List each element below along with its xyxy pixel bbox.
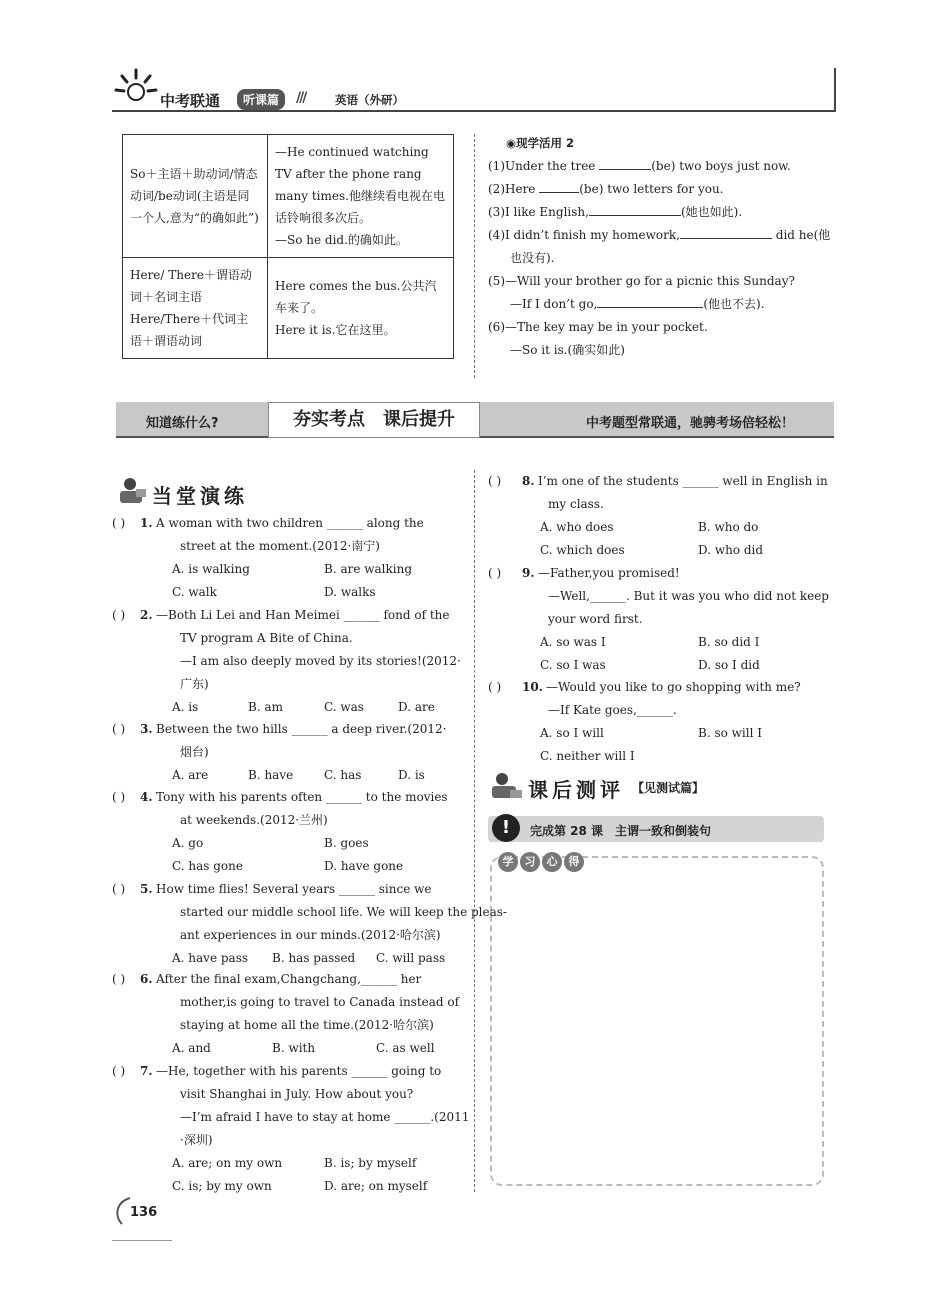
- question-number: 7.: [140, 1064, 153, 1078]
- question-number: 3.: [140, 722, 153, 736]
- practice-item: (2)Here (be) two letters for you.: [488, 182, 724, 196]
- answer-blank[interactable]: ( ): [488, 566, 502, 580]
- question-text: ant experiences in our minds.(2012·哈尔滨): [180, 928, 441, 942]
- question-number: 9.: [522, 566, 535, 580]
- answer-option[interactable]: C. so I was: [540, 658, 606, 672]
- subject-label: 英语（外研）: [335, 93, 404, 107]
- answer-option[interactable]: D. is: [398, 768, 425, 782]
- answer-option[interactable]: D. who did: [698, 543, 764, 557]
- notes-box: [490, 856, 824, 1186]
- question-number: 8.: [522, 474, 535, 488]
- question-text: 广东): [180, 677, 209, 691]
- answer-option[interactable]: A. go: [172, 836, 204, 850]
- question: [488, 470, 838, 562]
- question-text: 烟台): [180, 745, 209, 759]
- example-line: —So he did.的确如此。: [275, 233, 408, 247]
- answer-option[interactable]: D. so I did: [698, 658, 760, 672]
- answer-blank[interactable]: ( ): [112, 1064, 126, 1078]
- notice-text: 完成第 28 课 主谓一致和倒装句: [530, 824, 712, 838]
- header-decoration: ///: [296, 90, 306, 106]
- answer-option[interactable]: B. with: [272, 1041, 316, 1055]
- question: [112, 1060, 470, 1198]
- grammar-table: [122, 134, 454, 359]
- answer-option[interactable]: C. neither will I: [540, 749, 635, 763]
- page-number: 136: [130, 1205, 158, 1220]
- notice-bar: [488, 816, 824, 842]
- answer-option[interactable]: C. will pass: [376, 951, 446, 965]
- question-text: I’m one of the students ______ well in English in: [538, 474, 828, 488]
- question: [488, 676, 838, 768]
- header-divider: [112, 110, 834, 112]
- section-title-practice: 当堂演练: [152, 484, 248, 508]
- header-edge: [834, 68, 836, 112]
- answer-option[interactable]: C. as well: [376, 1041, 435, 1055]
- answer-blank[interactable]: ( ): [112, 608, 126, 622]
- student-icon: [116, 475, 148, 505]
- practice-item: (6)—The key may be in your pocket.: [488, 320, 708, 334]
- answer-option[interactable]: D. have gone: [324, 859, 404, 873]
- table-cell-rule: So＋主语＋助动词/情态动词/be动词(主语是同一个人,意为“的确如此”): [123, 135, 268, 258]
- answer-option[interactable]: A. and: [172, 1041, 211, 1055]
- practice-item: (1)Under the tree (be) two boys just now.: [488, 159, 791, 173]
- banner-left: 知道练什么?: [146, 416, 219, 431]
- question-text: mother,is going to travel to Canada instead of: [180, 995, 460, 1009]
- section-title-test: 课后测评: [528, 778, 624, 802]
- test-reference: 【见测试篇】: [632, 781, 705, 795]
- answer-blank[interactable]: ( ): [112, 516, 126, 530]
- answer-option[interactable]: B. has passed: [272, 951, 356, 965]
- question: [112, 786, 464, 878]
- answer-option[interactable]: C. has: [324, 768, 362, 782]
- question: [112, 718, 464, 787]
- section-banner: [116, 402, 834, 438]
- question-text: After the final exam,Changchang,______ her: [156, 972, 422, 986]
- answer-blank[interactable]: ( ): [112, 722, 126, 736]
- answer-option[interactable]: C. is; by my own: [172, 1179, 272, 1193]
- table-cell-rule: Here/ There＋谓语动词＋名词主语 Here/There＋代词主语＋谓语动词: [123, 258, 268, 359]
- question-text: street at the moment.(2012·南宁): [180, 539, 380, 553]
- banner-title: 夯实考点 课后提升: [268, 402, 480, 438]
- practice-item: 也没有).: [510, 251, 555, 265]
- column-divider: [474, 470, 475, 1192]
- footer-line: [112, 1240, 172, 1241]
- answer-option[interactable]: B. is; by myself: [324, 1156, 417, 1170]
- example-line: —He continued watching TV after the phone rang many times.他继续看电视在电话铃响很多次后。: [275, 145, 445, 225]
- question-text: —He, together with his parents ______ going to: [156, 1064, 442, 1078]
- practice-item: (3)I like English, (她也如此).: [488, 205, 743, 219]
- column-divider: [474, 134, 475, 378]
- example-line: Here it is.它在这里。: [275, 323, 396, 337]
- question-text: —Father,you promised!: [538, 566, 680, 580]
- answer-option[interactable]: D. are: [398, 700, 435, 714]
- table-cell-example: [268, 135, 454, 258]
- question-text: —I am also deeply moved by its stories!(2012·: [180, 654, 461, 668]
- question: [488, 562, 838, 677]
- answer-option[interactable]: B. have: [248, 768, 294, 782]
- question-number: 5.: [140, 882, 153, 896]
- question-text: visit Shanghai in July. How about you?: [180, 1087, 414, 1101]
- question-text: at weekends.(2012·兰州): [180, 813, 328, 827]
- practice-item: (5)—Will your brother go for a picnic this Sunday?: [488, 274, 795, 288]
- answer-option[interactable]: B. who do: [698, 520, 759, 534]
- answer-option[interactable]: C. has gone: [172, 859, 243, 873]
- answer-option[interactable]: A. are: [172, 768, 209, 782]
- answer-option[interactable]: D. walks: [324, 585, 376, 599]
- practice-item: (4)I didn’t finish my homework, did he(他: [488, 228, 831, 242]
- question-text: started our middle school life. We will keep the pleas-: [180, 905, 507, 919]
- question: [112, 878, 507, 970]
- brand-title: 中考联通: [160, 92, 221, 110]
- question-text: my class.: [548, 497, 604, 511]
- logo-sun-icon: [112, 66, 160, 110]
- answer-option[interactable]: A. so I will: [540, 726, 604, 740]
- question-text: ·深圳): [180, 1133, 213, 1147]
- question: [112, 512, 464, 604]
- question: [112, 968, 464, 1060]
- answer-option[interactable]: C. was: [324, 700, 364, 714]
- question-number: 2.: [140, 608, 153, 622]
- table-row: [123, 135, 454, 258]
- answer-option[interactable]: A. so was I: [540, 635, 606, 649]
- question-text: TV program A Bite of China.: [180, 631, 353, 645]
- question-text: —Well,______. But it was you who did not keep: [548, 589, 829, 603]
- example-line: Here comes the bus.公共汽车来了。: [275, 279, 437, 315]
- question: [112, 604, 464, 719]
- practice-section: [488, 132, 838, 362]
- answer-option[interactable]: B. am: [248, 700, 283, 714]
- answer-option[interactable]: B. goes: [324, 836, 369, 850]
- question-text: —I’m afraid I have to stay at home ______.(2011: [180, 1110, 470, 1124]
- question-text: Between the two hills ______ a deep river.(2012·: [156, 722, 447, 736]
- banner-slogan: 中考题型常联通，驰骋考场倍轻松！: [585, 416, 794, 431]
- answer-blank[interactable]: ( ): [488, 474, 502, 488]
- table-row: [123, 258, 454, 359]
- question-text: How time flies! Several years ______ since we: [156, 882, 432, 896]
- answer-option[interactable]: A. who does: [540, 520, 614, 534]
- practice-title: ◉现学活用 2: [506, 136, 575, 150]
- practice-item: —If I don’t go, (他也不去).: [510, 297, 765, 311]
- student-icon: [488, 770, 524, 802]
- question-number: 4.: [140, 790, 153, 804]
- notes-label: 学 习 心 得: [498, 852, 586, 872]
- question-text: —Would you like to go shopping with me?: [546, 680, 801, 694]
- answer-option[interactable]: C. which does: [540, 543, 625, 557]
- answer-option[interactable]: B. so did I: [698, 635, 760, 649]
- answer-option[interactable]: A. is: [172, 700, 199, 714]
- question-text: A woman with two children ______ along the: [156, 516, 424, 530]
- answer-option[interactable]: B. are walking: [324, 562, 413, 576]
- answer-option[interactable]: D. are; on myself: [324, 1179, 428, 1193]
- table-cell-example: [268, 258, 454, 359]
- answer-option[interactable]: C. walk: [172, 585, 217, 599]
- exclamation-icon: !: [492, 814, 520, 842]
- page-decoration-icon: [112, 1196, 132, 1226]
- question-number: 6.: [140, 972, 153, 986]
- practice-item: —So it is.(确实如此): [510, 343, 625, 357]
- answer-option[interactable]: A. is walking: [172, 562, 250, 576]
- question-text: Tony with his parents often ______ to the movies: [156, 790, 448, 804]
- answer-blank[interactable]: ( ): [112, 790, 126, 804]
- answer-blank[interactable]: ( ): [488, 680, 502, 694]
- answer-option[interactable]: B. so will I: [698, 726, 762, 740]
- question-number: 10.: [522, 680, 543, 694]
- answer-blank[interactable]: ( ): [112, 882, 126, 896]
- question-text: your word first.: [548, 612, 643, 626]
- question-text: staying at home all the time.(2012·哈尔滨): [180, 1018, 434, 1032]
- question-text: —If Kate goes,______.: [548, 703, 677, 717]
- section-tag: 听课篇: [237, 89, 285, 110]
- answer-option[interactable]: A. are; on my own: [172, 1156, 283, 1170]
- answer-option[interactable]: A. have pass: [172, 951, 249, 965]
- answer-blank[interactable]: ( ): [112, 972, 126, 986]
- question-text: —Both Li Lei and Han Meimei ______ fond of the: [156, 608, 450, 622]
- question-number: 1.: [140, 516, 153, 530]
